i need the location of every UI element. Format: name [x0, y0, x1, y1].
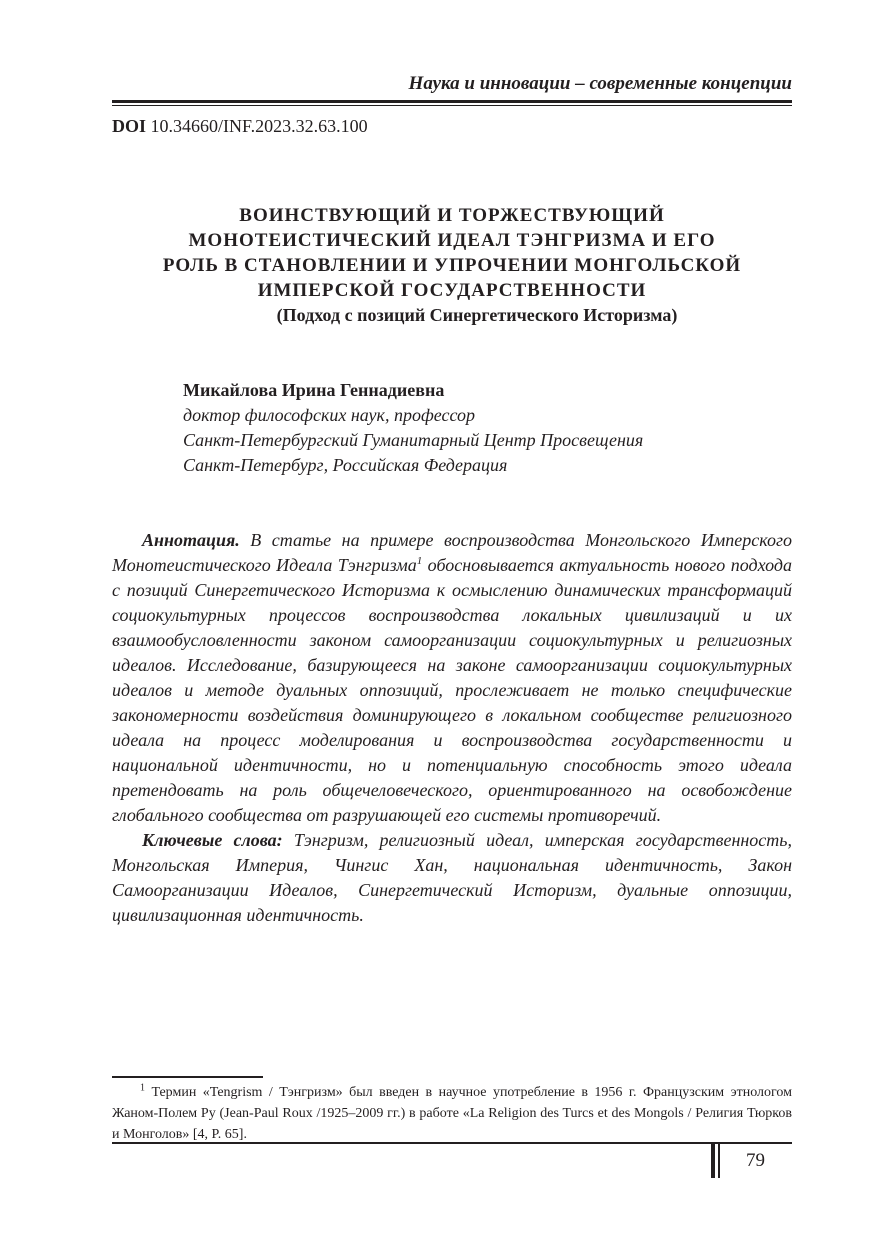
title-line: ИМПЕРСКОЙ ГОСУДАРСТВЕННОСТИ — [257, 280, 647, 301]
header-rule-thick — [112, 100, 792, 103]
title-line: РОЛЬ В СТАНОВЛЕНИИ И УПРОЧЕНИИ МОНГОЛЬСКОЙ — [162, 255, 742, 276]
doi-line — [112, 116, 368, 137]
abstract-label: Аннотация. — [142, 530, 240, 550]
keywords-paragraph — [112, 828, 792, 928]
author-degree: доктор философских наук, профессор — [183, 405, 476, 425]
author-location: Санкт-Петербург, Российская Федерация — [183, 455, 508, 475]
author-block — [183, 378, 643, 478]
doi-label: DOI — [112, 116, 147, 136]
author-organization: Санкт-Петербургский Гуманитарный Центр Просвещения — [183, 430, 644, 450]
author-name: Микайлова Ирина Геннадиевна — [183, 380, 445, 400]
abstract-text-start: В статье на примере воспроизводства Монгольского Имперского Монотеистического Идеала Тэнгризма — [112, 530, 792, 575]
abstract-paragraph — [112, 528, 792, 828]
journal-running-head: Наука и инновации – современные концепции — [408, 73, 792, 94]
title-line: МОНОТЕИСТИЧЕСКИЙ ИДЕАЛ ТЭНГРИЗМА И ЕГО — [188, 230, 716, 251]
page-number: 79 — [746, 1150, 765, 1171]
abstract-section — [112, 528, 792, 928]
header-rule-thin — [112, 105, 792, 106]
footnote-reference[interactable]: 1 — [416, 555, 423, 567]
footnote — [112, 1082, 792, 1145]
footer-rule — [112, 1142, 792, 1144]
title-line: ВОИНСТВУЮЩИЙ И ТОРЖЕСТВУЮЩИЙ — [239, 205, 665, 226]
page-number-bar — [711, 1144, 715, 1178]
keywords-text: Тэнгризм, религиозный идеал, имперская государственность, Монгольская Империя, Чингис Хан, национальная идентичность, Закон Самоорганизации Идеалов, Синергетический Историзм, дуальные оппозиции, цивилизационная идентичность. — [112, 830, 792, 925]
footnote-separator — [112, 1076, 263, 1078]
footnote-text: Термин «Tengrism / Тэнгризм» был введен в научное употребление в 1956 г. Французским этнологом Жаном-Полем Ру (Jean-Paul Roux /1925–2009 гг.) в работе «La Religion des Turcs et des Mongols / Религия Тюрков и Монголов» [4, P. 65]. — [112, 1085, 792, 1142]
footnote-paragraph — [112, 1082, 792, 1145]
abstract-text-rest: обосновывается актуальность нового подхода с позиций Синергетического Историзма к осмыслению динамических трансформаций социокультурных процессов воспроизводства локальных цивилизаций и их взаимообусловленности законом самоорганизации социокультурных и религиозных идеалов. Исследование, базирующееся на законе самоорганизации социокультурных идеалов и методе дуальных оппозиций, прослеживает не только специфические закономерности воздействия доминирующего в локальном сообществе религиозного идеала на процесс моделирования и воспроизводства государственности и национальной идентичности, но и потенциальную способность этого идеала претендовать на роль общечеловеческого, ориентированного на освобождение глобального сообщества от разрушающей его системы противоречий. — [112, 555, 792, 825]
article-subtitle: (Подход с позиций Синергетического Историзма) — [276, 305, 678, 325]
doi-value[interactable]: 10.34660/INF.2023.32.63.100 — [150, 116, 368, 136]
keywords-label: Ключевые слова: — [142, 830, 283, 850]
page-number-bar-thin — [718, 1144, 720, 1178]
article-title — [112, 203, 792, 303]
footnote-marker: 1 — [140, 1082, 145, 1094]
